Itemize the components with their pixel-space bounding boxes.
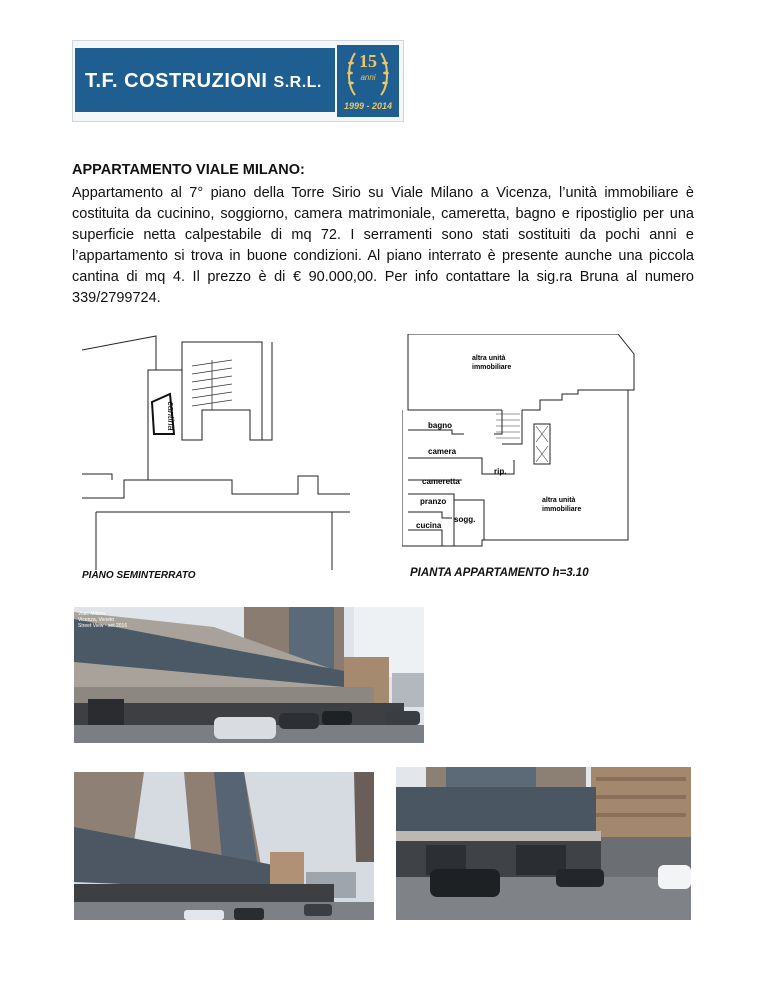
building-photo-street: [74, 607, 424, 743]
street-view-tag-line2: Vicenza, Veneto: [78, 617, 115, 623]
other-unit-right-line2: immobiliare: [542, 506, 582, 513]
other-unit-top-line2: immobiliare: [472, 364, 512, 371]
badge-label: anni: [360, 73, 376, 82]
company-name-suffix: S.R.L.: [273, 74, 322, 91]
other-unit-top-line1: altra unità: [472, 355, 506, 362]
company-logo: [72, 40, 404, 122]
room-cameretta: cameretta: [422, 477, 460, 486]
room-bagno: bagno: [428, 421, 452, 430]
room-cucina: cucina: [416, 521, 442, 530]
room-pranzo: pranzo: [420, 497, 447, 506]
apartment-floor-plan: [402, 334, 638, 554]
listing-title: APPARTAMENTO VIALE MILANO:: [72, 162, 305, 178]
company-name: [85, 70, 322, 93]
street-view-tag-line3: Street View - set 2016: [78, 623, 128, 629]
street-view-tag: [78, 611, 127, 629]
room-soggiorno: sogg.: [454, 515, 476, 524]
street-view-tag-line1: Viale Milano: [78, 611, 106, 617]
basement-floor-plan: [82, 330, 350, 570]
building-photo-frontage: [396, 767, 691, 920]
badge-years: 1999 - 2014: [343, 101, 393, 111]
company-name-main: T.F. COSTRUZIONI: [85, 70, 268, 92]
listing-description: Appartamento al 7° piano della Torre Sirio su Viale Milano a Vicenza, l’unità immobiliare è costituita da cucinino, soggiorno, camera matrimoniale, cameretta, bagno e ripostiglio per una superficie netta calpestabile di mq 72. I serramenti sono stati sostituiti da pochi anni e l’appartamento si trova in buone condizioni. Al piano interrato è presente aunche una piccola cantina di mq 4. Il prezzo è di € 90.000,00. Per info contattare la sig.ra Bruna al numero 339/2799724.: [72, 185, 694, 306]
anniversary-badge: [337, 45, 399, 117]
apartment-plan-caption: PIANTA APPARTAMENTO h=3.10: [410, 567, 589, 579]
building-photo-tower: [74, 772, 374, 920]
cellar-label: cantina: [166, 401, 176, 431]
tower-photo-image: [74, 772, 374, 920]
other-unit-right-line1: altra unità: [542, 497, 576, 504]
room-camera: camera: [428, 447, 457, 456]
room-ripostiglio: rip.: [494, 467, 507, 476]
badge-number: 15: [359, 51, 377, 71]
frontage-photo-image: [396, 767, 691, 920]
basement-plan-caption: PIANO SEMINTERRATO: [82, 570, 196, 581]
logo-banner: [75, 48, 335, 112]
